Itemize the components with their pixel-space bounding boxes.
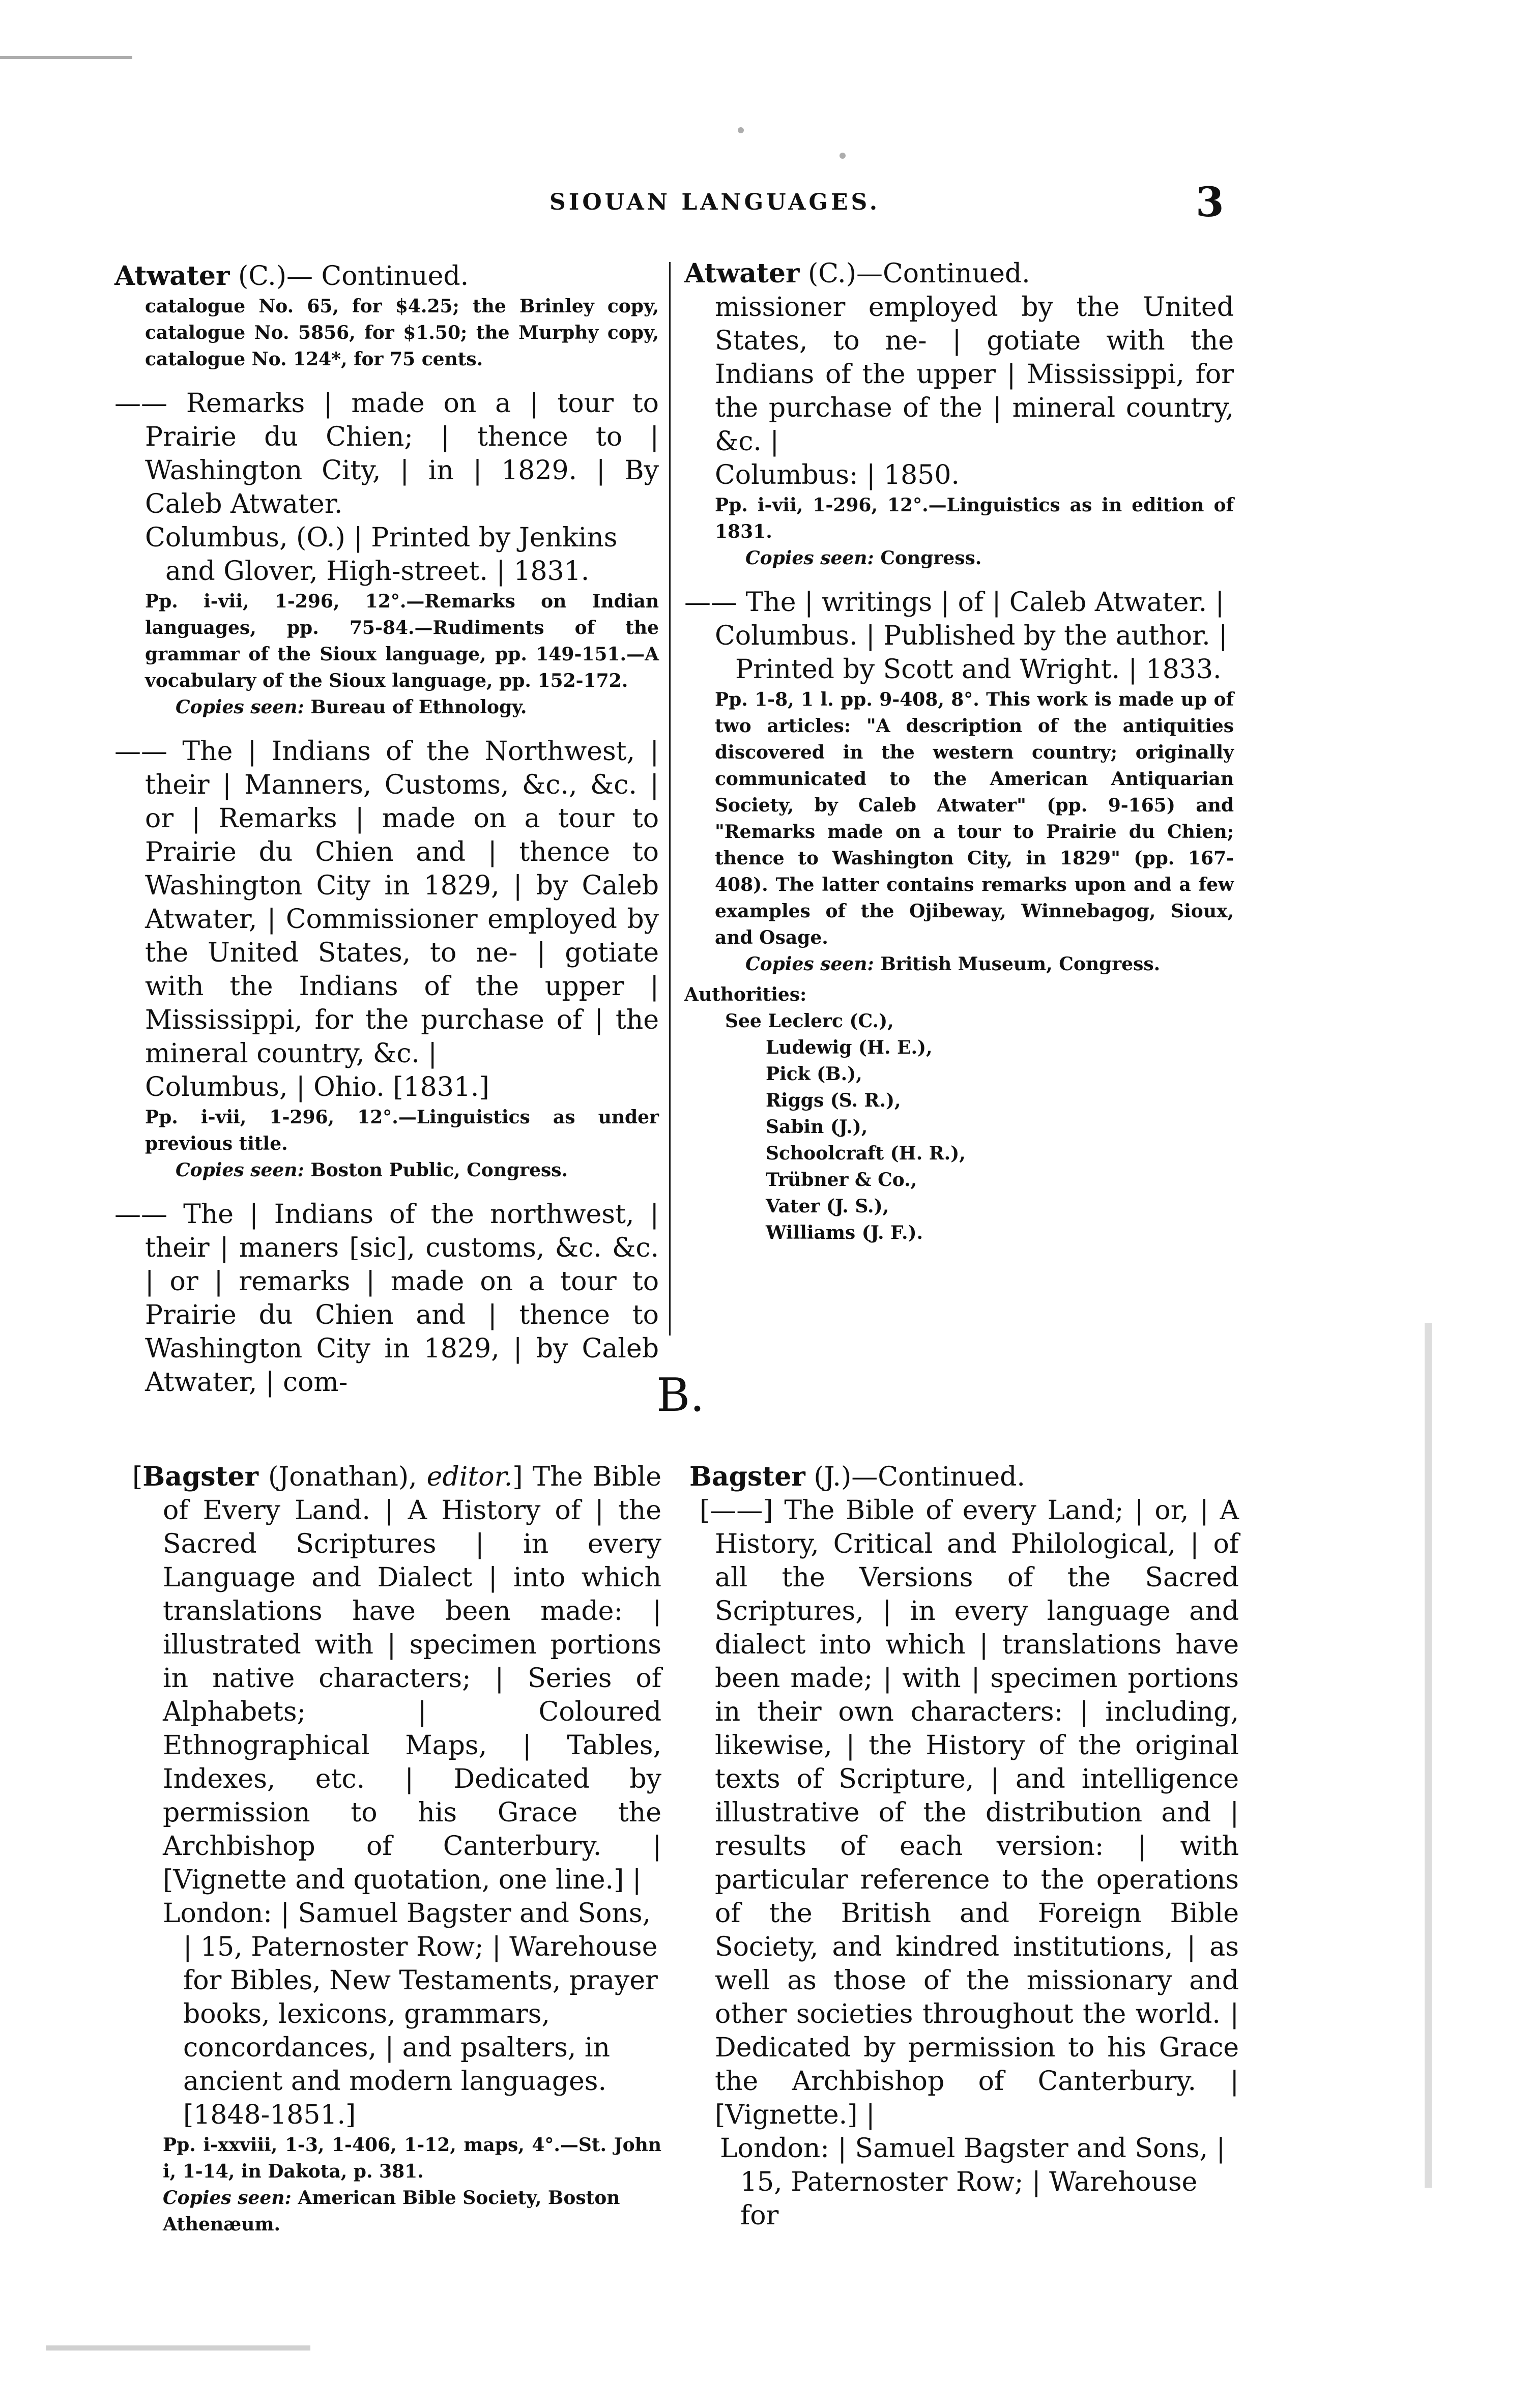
copies-label: Copies seen: bbox=[745, 953, 874, 975]
entry-copies bbox=[684, 951, 1234, 977]
authority-item: Williams (J. F.). bbox=[766, 1222, 923, 1243]
right-column-bagster bbox=[689, 1460, 1239, 2232]
entry-title: —— The | Indians of the Northwest, | their | Manners, Customs, &c., &c. | or | Remarks | made on a tour to Prairie du Chien and | thence to Washington City in 1829, | by Caleb Atwater, | Commissioner employed by the United States, to ne- | gotiate with the Indians of the upper | Mississippi, for the purchase of | the mineral country, &c. | bbox=[114, 736, 659, 1069]
authority-item: Sabin (J.), bbox=[766, 1116, 868, 1138]
copies-label: Copies seen: bbox=[745, 547, 874, 569]
entry-collation: Pp. i-vii, 1-296, 12°.—Linguistics as under previous title. bbox=[145, 1107, 659, 1154]
heading-continued: (C.)— Continued. bbox=[238, 261, 469, 292]
entry-imprint: Columbus: | 1850. bbox=[715, 460, 960, 490]
copies-value: American Bible Society, Boston Athenæum. bbox=[163, 2187, 620, 2235]
left-column-bagster bbox=[132, 1460, 661, 2238]
entry-imprint: London: | Samuel Bagster and Sons, | 15, Paternoster Row; | Warehouse for bbox=[720, 2133, 1226, 2231]
entry-heading bbox=[114, 259, 659, 293]
heading-bracket-close: ] bbox=[512, 1462, 523, 1492]
scan-artifact bbox=[0, 56, 132, 59]
column-divider bbox=[669, 262, 671, 1336]
copies-value: British Museum, Congress. bbox=[880, 953, 1161, 975]
entry-title: The Bible of Every Land. | A History of | the Sacred Scriptures | in every Language and Dialect | into which translations have been made: | illustrated with | specimen portions in native characters; | Series of Alphabets; | Coloured Ethnographical Maps, | Tables, Indexes, etc. | Dedicated by permission to his Grace the Archbishop of Canterbury. | [Vignette and quotation, one line.] | bbox=[163, 1462, 661, 1895]
entry-copies bbox=[114, 694, 659, 720]
heading-paren: (Jonathan), bbox=[258, 1462, 427, 1492]
copies-label: Copies seen: bbox=[163, 2187, 292, 2209]
copies-label: Copies seen: bbox=[176, 697, 304, 718]
heading-continued: (J.)—Continued. bbox=[814, 1462, 1025, 1492]
entry-title: —— The | writings | of | Caleb Atwater. | bbox=[684, 587, 1225, 618]
authority-item: Schoolcraft (H. R.), bbox=[766, 1143, 966, 1164]
entry-copies bbox=[684, 545, 1234, 571]
entry-remarks-1831 bbox=[114, 387, 659, 720]
running-head: SIOUAN LANGUAGES. bbox=[549, 189, 881, 215]
continued-title: missioner employed by the United States, to ne- | gotiate with the Indians of the upper | Mississippi, for the purchase of the | mineral country, &c. | bbox=[715, 292, 1234, 457]
entry-collation: Pp. 1-8, 1 l. pp. 9-408, 8°. This work is made up of two articles: "A description of the antiquities discovered in the western country; originally communicated to the American Antiquarian Society, by Caleb Atwater" (pp. 9-165) and "Remarks made on a tour to Prairie du Chien; thence to Washington City, in 1829" (pp. 167-408). The latter contains remarks upon and a few examples of the Ojibeway, Winnebagog, Sioux, and Osage. bbox=[715, 689, 1234, 948]
authority-item: Riggs (S. R.), bbox=[766, 1090, 901, 1111]
heading-author: Bagster bbox=[689, 1461, 805, 1492]
copies-value: Boston Public, Congress. bbox=[310, 1159, 568, 1181]
section-letter: B. bbox=[656, 1369, 705, 1422]
entry-title: [——] The Bible of every Land; | or, | A History, Critical and Philological, | of all the Versions of the Sacred Scriptures, | in every language and dialect into which | translations have been made; | with | specimen portions in their own characters: | including, likewise, | the History of the original texts of Scripture, | and intelligence illustrative of the distribution and | results of each version: | with particular reference to the operations of the British and Foreign Bible Society, and kindred institutions, | as well as those of the missionary and other societies throughout the world. | Dedicated by permission to his Grace the Archbishop of Canterbury. | [Vignette.] | bbox=[700, 1495, 1239, 2130]
authority-item: Vater (J. S.), bbox=[766, 1196, 889, 1217]
right-column-atwater bbox=[684, 257, 1234, 1246]
entry-writings bbox=[684, 586, 1234, 977]
heading-author: Bagster bbox=[142, 1461, 259, 1492]
entry-heading bbox=[684, 257, 1234, 291]
entry-copies bbox=[132, 2185, 661, 2238]
entry-title: —— Remarks | made on a | tour to Prairie du Chien; | thence to | Washington City, | in | 1829. | By Caleb Atwater. bbox=[114, 388, 659, 519]
authority-item: Pick (B.), bbox=[766, 1063, 862, 1085]
left-column-atwater bbox=[114, 259, 659, 1399]
heading-role: editor. bbox=[426, 1462, 513, 1492]
authorities-list bbox=[684, 1008, 1234, 1246]
scan-artifact bbox=[738, 127, 744, 133]
entry-bible-of-every-land bbox=[132, 1460, 661, 1897]
scan-artifact bbox=[1425, 1323, 1432, 2188]
heading-continued: (C.)—Continued. bbox=[807, 258, 1030, 289]
authorities-heading: Authorities: bbox=[684, 984, 807, 1005]
copies-value: Congress. bbox=[880, 547, 982, 569]
entry-collation: Pp. i-xxviii, 1-3, 1-406, 1-12, maps, 4°.—St. John i, 1-14, in Dakota, p. 381. bbox=[163, 2134, 661, 2182]
catalogue-note: catalogue No. 65, for $4.25; the Brinley copy, catalogue No. 5856, for $1.50; the Murphy copy, catalogue No. 124*, for 75 cents. bbox=[145, 296, 659, 370]
copies-value: Bureau of Ethnology. bbox=[310, 697, 527, 718]
scan-artifact bbox=[840, 153, 846, 159]
authority-item: Ludewig (H. E.), bbox=[766, 1037, 933, 1058]
entry-copies bbox=[114, 1157, 659, 1183]
entry-indians-northwest bbox=[114, 735, 659, 1183]
authority-item: See Leclerc (C.), bbox=[725, 1010, 894, 1032]
copies-label: Copies seen: bbox=[176, 1159, 304, 1181]
page-number: 3 bbox=[1196, 178, 1224, 226]
entry-imprint: Columbus. | Published by the author. | Printed by Scott and Wright. | 1833. bbox=[715, 621, 1228, 685]
entry-imprint: Columbus, (O.) | Printed by Jenkins and Glover, High-street. | 1831. bbox=[145, 523, 618, 587]
entry-heading bbox=[689, 1460, 1239, 1494]
entry-indians-northwest-2 bbox=[114, 1198, 659, 1399]
entry-imprint: London: | Samuel Bagster and Sons, | 15, Paternoster Row; | Warehouse for Bibles, New Testaments, prayer books, lexicons, grammars, concordances, | and psalters, in ancient and modern languages. [1848-1851.] bbox=[163, 1898, 658, 2130]
entry-collation: Pp. i-vii, 1-296, 12°.—Linguistics as in edition of 1831. bbox=[715, 495, 1234, 542]
heading-author: Atwater bbox=[114, 260, 230, 292]
authority-item: Trübner & Co., bbox=[766, 1169, 917, 1191]
entry-imprint: Columbus, | Ohio. [1831.] bbox=[145, 1072, 489, 1103]
heading-bracket-open: [ bbox=[132, 1462, 143, 1492]
entry-title: —— The | Indians of the northwest, | their | maners [sic], customs, &c. &c. | or | remarks | made on a tour to Prairie du Chien and | thence to Washington City in 1829, | by Caleb Atwater, | com- bbox=[114, 1199, 659, 1398]
heading-author: Atwater bbox=[684, 258, 800, 289]
entry-collation: Pp. i-vii, 1-296, 12°.—Remarks on Indian languages, pp. 75-84.—Rudiments of the grammar of the Sioux language, pp. 149-151.—A vocabulary of the Sioux language, pp. 152-172. bbox=[145, 591, 659, 691]
scan-artifact bbox=[46, 2345, 310, 2351]
